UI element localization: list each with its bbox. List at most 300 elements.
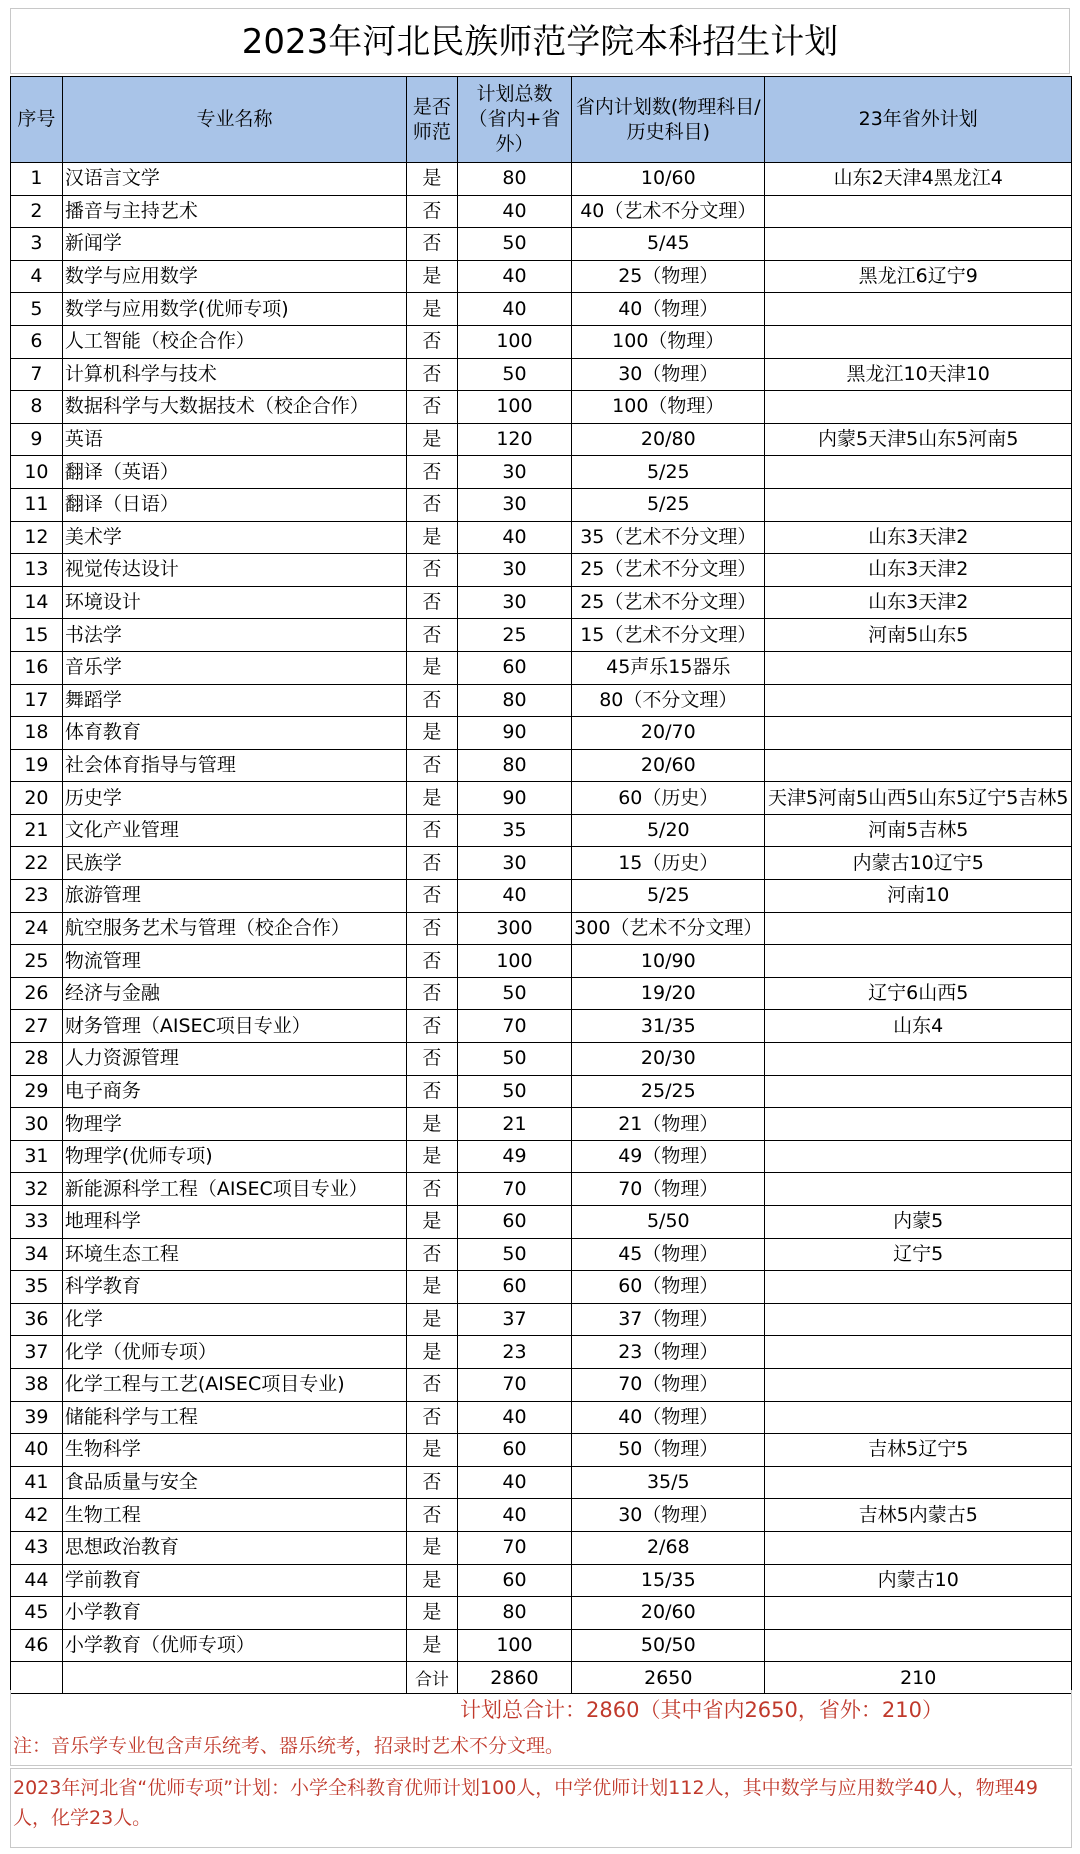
table-row (11, 1238, 1072, 1271)
cell-major-name: 舞蹈学 (62, 684, 406, 717)
cell-in-province-plan: 70（物理） (572, 1173, 765, 1206)
cell-is-normal: 否 (407, 228, 458, 261)
cell-major-name: 科学教育 (62, 1271, 406, 1304)
cell-major-name: 化学工程与工艺(AISEC项目专业) (62, 1368, 406, 1401)
header-in-province-plan: 省内计划数(物理科目/历史科目) (572, 77, 765, 163)
cell-is-normal: 是 (407, 1108, 458, 1141)
cell-in-province-plan: 40（物理） (572, 1401, 765, 1434)
cell-total-plan: 70 (457, 1368, 571, 1401)
cell-in-province-plan: 10/90 (572, 945, 765, 978)
cell-out-province-plan (765, 325, 1072, 358)
cell-is-normal: 否 (407, 912, 458, 945)
cell-in-province-plan: 20/70 (572, 717, 765, 750)
cell-no: 32 (11, 1173, 63, 1206)
table-row (11, 1075, 1072, 1108)
table-row (11, 325, 1072, 358)
cell-in-province-plan: 35/5 (572, 1466, 765, 1499)
cell-in-province-plan: 50（物理） (572, 1434, 765, 1467)
cell-major-name: 电子商务 (62, 1075, 406, 1108)
cell-out-province-plan (765, 1303, 1072, 1336)
cell-in-province-plan: 40（物理） (572, 293, 765, 326)
table-row (11, 554, 1072, 587)
cell-no: 17 (11, 684, 63, 717)
cell-major-name: 旅游管理 (62, 880, 406, 913)
cell-major-name: 数学与应用数学(优师专项) (62, 293, 406, 326)
table-row (11, 1531, 1072, 1564)
summary-out-province: 210 (765, 1662, 1072, 1694)
cell-major-name: 书法学 (62, 619, 406, 652)
cell-total-plan: 80 (457, 749, 571, 782)
cell-total-plan: 40 (457, 293, 571, 326)
cell-no: 39 (11, 1401, 63, 1434)
cell-in-province-plan: 25（艺术不分文理） (572, 554, 765, 587)
cell-out-province-plan (765, 912, 1072, 945)
cell-total-plan: 60 (457, 651, 571, 684)
cell-major-name: 食品质量与安全 (62, 1466, 406, 1499)
table-row (11, 1173, 1072, 1206)
table-row (11, 945, 1072, 978)
cell-total-plan: 100 (457, 325, 571, 358)
table-row (11, 1108, 1072, 1141)
cell-in-province-plan: 10/60 (572, 163, 765, 196)
cell-in-province-plan: 49（物理） (572, 1140, 765, 1173)
cell-in-province-plan: 20/30 (572, 1043, 765, 1076)
cell-is-normal: 否 (407, 586, 458, 619)
cell-total-plan: 50 (457, 228, 571, 261)
cell-total-plan: 70 (457, 1531, 571, 1564)
table-row (11, 651, 1072, 684)
cell-total-plan: 70 (457, 1173, 571, 1206)
cell-is-normal: 是 (407, 423, 458, 456)
cell-total-plan: 40 (457, 1499, 571, 1532)
cell-out-province-plan (765, 1336, 1072, 1369)
summary-empty-name (62, 1662, 406, 1694)
cell-total-plan: 100 (457, 391, 571, 424)
cell-is-normal: 否 (407, 1010, 458, 1043)
cell-in-province-plan: 40（艺术不分文理） (572, 195, 765, 228)
cell-no: 18 (11, 717, 63, 750)
cell-total-plan: 30 (457, 554, 571, 587)
table-row (11, 521, 1072, 554)
table-row (11, 1303, 1072, 1336)
cell-no: 20 (11, 782, 63, 815)
cell-is-normal: 否 (407, 1466, 458, 1499)
cell-in-province-plan: 25（艺术不分文理） (572, 586, 765, 619)
cell-major-name: 汉语言文学 (62, 163, 406, 196)
cell-total-plan: 80 (457, 1597, 571, 1630)
cell-major-name: 地理科学 (62, 1206, 406, 1239)
cell-no: 8 (11, 391, 63, 424)
cell-out-province-plan: 河南5吉林5 (765, 814, 1072, 847)
cell-is-normal: 是 (407, 1434, 458, 1467)
cell-is-normal: 否 (407, 1499, 458, 1532)
cell-in-province-plan: 30（物理） (572, 358, 765, 391)
cell-major-name: 化学（优师专项） (62, 1336, 406, 1369)
cell-major-name: 人工智能（校企合作） (62, 325, 406, 358)
cell-no: 43 (11, 1531, 63, 1564)
cell-in-province-plan: 45（物理） (572, 1238, 765, 1271)
header-no: 序号 (11, 77, 63, 163)
cell-major-name: 航空服务艺术与管理（校企合作） (62, 912, 406, 945)
cell-in-province-plan: 35（艺术不分文理） (572, 521, 765, 554)
cell-in-province-plan: 5/45 (572, 228, 765, 261)
cell-total-plan: 80 (457, 163, 571, 196)
table-row (11, 1336, 1072, 1369)
cell-total-plan: 40 (457, 260, 571, 293)
cell-out-province-plan (765, 1108, 1072, 1141)
cell-is-normal: 是 (407, 1597, 458, 1630)
table-row (11, 717, 1072, 750)
cell-out-province-plan (765, 1271, 1072, 1304)
cell-is-normal: 是 (407, 1629, 458, 1662)
page-title: 2023年河北民族师范学院本科招生计划 (10, 8, 1070, 74)
table-row (11, 1043, 1072, 1076)
cell-out-province-plan (765, 1629, 1072, 1662)
cell-out-province-plan: 内蒙古10 (765, 1564, 1072, 1597)
cell-major-name: 播音与主持艺术 (62, 195, 406, 228)
cell-major-name: 数据科学与大数据技术（校企合作） (62, 391, 406, 424)
cell-is-normal: 否 (407, 1401, 458, 1434)
cell-total-plan: 35 (457, 814, 571, 847)
cell-no: 25 (11, 945, 63, 978)
cell-no: 38 (11, 1368, 63, 1401)
cell-is-normal: 否 (407, 488, 458, 521)
cell-is-normal: 否 (407, 554, 458, 587)
cell-major-name: 物流管理 (62, 945, 406, 978)
cell-major-name: 环境设计 (62, 586, 406, 619)
header-out-province-plan: 23年省外计划 (765, 77, 1072, 163)
cell-major-name: 储能科学与工程 (62, 1401, 406, 1434)
cell-no: 12 (11, 521, 63, 554)
cell-in-province-plan: 5/25 (572, 488, 765, 521)
cell-in-province-plan: 100（物理） (572, 391, 765, 424)
cell-in-province-plan: 2/68 (572, 1531, 765, 1564)
cell-total-plan: 40 (457, 521, 571, 554)
cell-out-province-plan (765, 228, 1072, 261)
cell-total-plan: 50 (457, 1075, 571, 1108)
header-major-name: 专业名称 (62, 77, 406, 163)
cell-out-province-plan: 山东2天津4黑龙江4 (765, 163, 1072, 196)
cell-is-normal: 是 (407, 717, 458, 750)
cell-is-normal: 是 (407, 163, 458, 196)
cell-is-normal: 是 (407, 260, 458, 293)
cell-total-plan: 30 (457, 488, 571, 521)
cell-major-name: 生物科学 (62, 1434, 406, 1467)
cell-in-province-plan: 20/60 (572, 749, 765, 782)
cell-total-plan: 60 (457, 1564, 571, 1597)
cell-in-province-plan: 5/25 (572, 456, 765, 489)
cell-no: 40 (11, 1434, 63, 1467)
cell-in-province-plan: 25/25 (572, 1075, 765, 1108)
cell-total-plan: 100 (457, 945, 571, 978)
cell-no: 15 (11, 619, 63, 652)
header-is-normal: 是否师范 (407, 77, 458, 163)
cell-out-province-plan (765, 651, 1072, 684)
table-row (11, 293, 1072, 326)
cell-major-name: 文化产业管理 (62, 814, 406, 847)
cell-major-name: 美术学 (62, 521, 406, 554)
cell-major-name: 学前教育 (62, 1564, 406, 1597)
cell-no: 7 (11, 358, 63, 391)
table-row (11, 880, 1072, 913)
cell-in-province-plan: 21（物理） (572, 1108, 765, 1141)
cell-out-province-plan (765, 195, 1072, 228)
cell-major-name: 财务管理（AISEC项目专业） (62, 1010, 406, 1043)
cell-in-province-plan: 31/35 (572, 1010, 765, 1043)
cell-is-normal: 是 (407, 1206, 458, 1239)
cell-in-province-plan: 15/35 (572, 1564, 765, 1597)
cell-no: 26 (11, 977, 63, 1010)
cell-no: 42 (11, 1499, 63, 1532)
cell-no: 30 (11, 1108, 63, 1141)
cell-major-name: 新闻学 (62, 228, 406, 261)
cell-out-province-plan (765, 1597, 1072, 1630)
table-row (11, 814, 1072, 847)
table-row (11, 1368, 1072, 1401)
cell-is-normal: 是 (407, 1140, 458, 1173)
cell-out-province-plan: 山东3天津2 (765, 586, 1072, 619)
cell-total-plan: 300 (457, 912, 571, 945)
cell-major-name: 计算机科学与技术 (62, 358, 406, 391)
cell-no: 16 (11, 651, 63, 684)
table-row (11, 1401, 1072, 1434)
grand-total-line: 计划总合计：2860（其中省内2650，省外：210） (460, 1698, 943, 1722)
cell-total-plan: 60 (457, 1271, 571, 1304)
cell-out-province-plan: 河南5山东5 (765, 619, 1072, 652)
table-row (11, 1564, 1072, 1597)
cell-in-province-plan: 100（物理） (572, 325, 765, 358)
cell-in-province-plan: 5/50 (572, 1206, 765, 1239)
cell-is-normal: 否 (407, 814, 458, 847)
cell-out-province-plan: 吉林5辽宁5 (765, 1434, 1072, 1467)
cell-in-province-plan: 19/20 (572, 977, 765, 1010)
cell-major-name: 历史学 (62, 782, 406, 815)
special-plan-note: 2023年河北省“优师专项”计划：小学全科教育优师计划100人，中学优师计划112人，其中数学与应用数学40人，物理49人，化学23人。 (10, 1768, 1072, 1848)
cell-out-province-plan (765, 749, 1072, 782)
table-row (11, 456, 1072, 489)
cell-total-plan: 25 (457, 619, 571, 652)
table-row (11, 749, 1072, 782)
cell-out-province-plan (765, 1401, 1072, 1434)
cell-total-plan: 90 (457, 717, 571, 750)
cell-total-plan: 60 (457, 1434, 571, 1467)
table-row (11, 847, 1072, 880)
table-row (11, 1434, 1072, 1467)
cell-major-name: 思想政治教育 (62, 1531, 406, 1564)
cell-out-province-plan (765, 1140, 1072, 1173)
cell-total-plan: 120 (457, 423, 571, 456)
cell-is-normal: 否 (407, 1075, 458, 1108)
cell-out-province-plan (765, 1368, 1072, 1401)
cell-in-province-plan: 60（物理） (572, 1271, 765, 1304)
cell-total-plan: 50 (457, 977, 571, 1010)
table-row (11, 1271, 1072, 1304)
cell-in-province-plan: 25（物理） (572, 260, 765, 293)
table-header-row (11, 77, 1072, 163)
cell-out-province-plan: 内蒙5 (765, 1206, 1072, 1239)
cell-out-province-plan: 天津5河南5山西5山东5辽宁5吉林5 (765, 782, 1072, 815)
cell-is-normal: 否 (407, 456, 458, 489)
cell-out-province-plan: 辽宁5 (765, 1238, 1072, 1271)
cell-no: 37 (11, 1336, 63, 1369)
table-row (11, 358, 1072, 391)
cell-no: 41 (11, 1466, 63, 1499)
cell-no: 10 (11, 456, 63, 489)
cell-is-normal: 否 (407, 880, 458, 913)
cell-no: 3 (11, 228, 63, 261)
table-row (11, 1629, 1072, 1662)
cell-no: 24 (11, 912, 63, 945)
cell-no: 5 (11, 293, 63, 326)
cell-out-province-plan: 辽宁6山西5 (765, 977, 1072, 1010)
cell-in-province-plan: 80（不分文理） (572, 684, 765, 717)
cell-major-name: 经济与金融 (62, 977, 406, 1010)
table-row (11, 912, 1072, 945)
cell-no: 9 (11, 423, 63, 456)
table-row (11, 391, 1072, 424)
cell-no: 14 (11, 586, 63, 619)
table-row (11, 488, 1072, 521)
cell-major-name: 新能源科学工程（AISEC项目专业） (62, 1173, 406, 1206)
cell-total-plan: 80 (457, 684, 571, 717)
table-row (11, 1597, 1072, 1630)
cell-total-plan: 49 (457, 1140, 571, 1173)
cell-in-province-plan: 20/80 (572, 423, 765, 456)
cell-out-province-plan (765, 1173, 1072, 1206)
cell-no: 6 (11, 325, 63, 358)
cell-out-province-plan (765, 945, 1072, 978)
cell-out-province-plan: 黑龙江10天津10 (765, 358, 1072, 391)
cell-no: 1 (11, 163, 63, 196)
cell-major-name: 数学与应用数学 (62, 260, 406, 293)
table-row (11, 260, 1072, 293)
cell-in-province-plan: 300（艺术不分文理） (572, 912, 765, 945)
cell-major-name: 翻译（英语） (62, 456, 406, 489)
header-total-plan: 计划总数（省内+省外） (457, 77, 571, 163)
cell-major-name: 社会体育指导与管理 (62, 749, 406, 782)
cell-total-plan: 21 (457, 1108, 571, 1141)
cell-major-name: 人力资源管理 (62, 1043, 406, 1076)
cell-is-normal: 否 (407, 684, 458, 717)
cell-no: 23 (11, 880, 63, 913)
cell-no: 34 (11, 1238, 63, 1271)
cell-major-name: 环境生态工程 (62, 1238, 406, 1271)
table-row (11, 1499, 1072, 1532)
cell-is-normal: 否 (407, 195, 458, 228)
cell-out-province-plan (765, 684, 1072, 717)
cell-in-province-plan: 5/25 (572, 880, 765, 913)
cell-no: 22 (11, 847, 63, 880)
summary-in-province: 2650 (572, 1662, 765, 1694)
cell-in-province-plan: 45声乐15器乐 (572, 651, 765, 684)
cell-no: 28 (11, 1043, 63, 1076)
cell-in-province-plan: 50/50 (572, 1629, 765, 1662)
table-row (11, 1206, 1072, 1239)
cell-total-plan: 60 (457, 1206, 571, 1239)
cell-total-plan: 50 (457, 1043, 571, 1076)
cell-out-province-plan: 黑龙江6辽宁9 (765, 260, 1072, 293)
cell-is-normal: 否 (407, 945, 458, 978)
cell-no: 21 (11, 814, 63, 847)
cell-out-province-plan (765, 1531, 1072, 1564)
cell-major-name: 小学教育（优师专项） (62, 1629, 406, 1662)
cell-out-province-plan (765, 488, 1072, 521)
cell-is-normal: 否 (407, 1173, 458, 1206)
cell-no: 36 (11, 1303, 63, 1336)
cell-no: 2 (11, 195, 63, 228)
cell-total-plan: 40 (457, 1401, 571, 1434)
cell-no: 29 (11, 1075, 63, 1108)
cell-out-province-plan (765, 717, 1072, 750)
table-row (11, 977, 1072, 1010)
cell-in-province-plan: 5/20 (572, 814, 765, 847)
cell-no: 45 (11, 1597, 63, 1630)
cell-is-normal: 否 (407, 977, 458, 1010)
cell-total-plan: 37 (457, 1303, 571, 1336)
cell-is-normal: 是 (407, 782, 458, 815)
cell-total-plan: 40 (457, 880, 571, 913)
cell-is-normal: 否 (407, 391, 458, 424)
summary-label: 合计 (407, 1662, 458, 1694)
cell-is-normal: 是 (407, 1531, 458, 1564)
cell-major-name: 视觉传达设计 (62, 554, 406, 587)
cell-in-province-plan: 30（物理） (572, 1499, 765, 1532)
cell-major-name: 小学教育 (62, 1597, 406, 1630)
cell-major-name: 物理学 (62, 1108, 406, 1141)
table-row (11, 1010, 1072, 1043)
music-note: 注：音乐学专业包含声乐统考、器乐统考，招录时艺术不分文理。 (13, 1735, 565, 1757)
cell-is-normal: 是 (407, 1303, 458, 1336)
cell-total-plan: 100 (457, 1629, 571, 1662)
cell-total-plan: 30 (457, 847, 571, 880)
cell-no: 44 (11, 1564, 63, 1597)
cell-total-plan: 30 (457, 456, 571, 489)
enrollment-plan-table (10, 76, 1072, 1694)
cell-out-province-plan (765, 293, 1072, 326)
cell-no: 31 (11, 1140, 63, 1173)
cell-total-plan: 40 (457, 1466, 571, 1499)
cell-total-plan: 50 (457, 358, 571, 391)
table-row (11, 228, 1072, 261)
cell-no: 46 (11, 1629, 63, 1662)
cell-out-province-plan: 山东4 (765, 1010, 1072, 1043)
cell-out-province-plan: 内蒙5天津5山东5河南5 (765, 423, 1072, 456)
table-row (11, 163, 1072, 196)
cell-no: 27 (11, 1010, 63, 1043)
cell-out-province-plan: 山东3天津2 (765, 554, 1072, 587)
cell-major-name: 生物工程 (62, 1499, 406, 1532)
cell-in-province-plan: 70（物理） (572, 1368, 765, 1401)
cell-is-normal: 否 (407, 749, 458, 782)
cell-in-province-plan: 15（艺术不分文理） (572, 619, 765, 652)
cell-in-province-plan: 20/60 (572, 1597, 765, 1630)
cell-in-province-plan: 60（历史） (572, 782, 765, 815)
table-row (11, 619, 1072, 652)
cell-major-name: 化学 (62, 1303, 406, 1336)
cell-major-name: 物理学(优师专项) (62, 1140, 406, 1173)
cell-no: 19 (11, 749, 63, 782)
table-row (11, 586, 1072, 619)
cell-is-normal: 是 (407, 1271, 458, 1304)
table-row (11, 423, 1072, 456)
cell-total-plan: 30 (457, 586, 571, 619)
cell-is-normal: 是 (407, 293, 458, 326)
cell-out-province-plan (765, 391, 1072, 424)
summary-empty-no (11, 1662, 63, 1694)
cell-out-province-plan: 吉林5内蒙古5 (765, 1499, 1072, 1532)
cell-is-normal: 否 (407, 325, 458, 358)
cell-no: 4 (11, 260, 63, 293)
